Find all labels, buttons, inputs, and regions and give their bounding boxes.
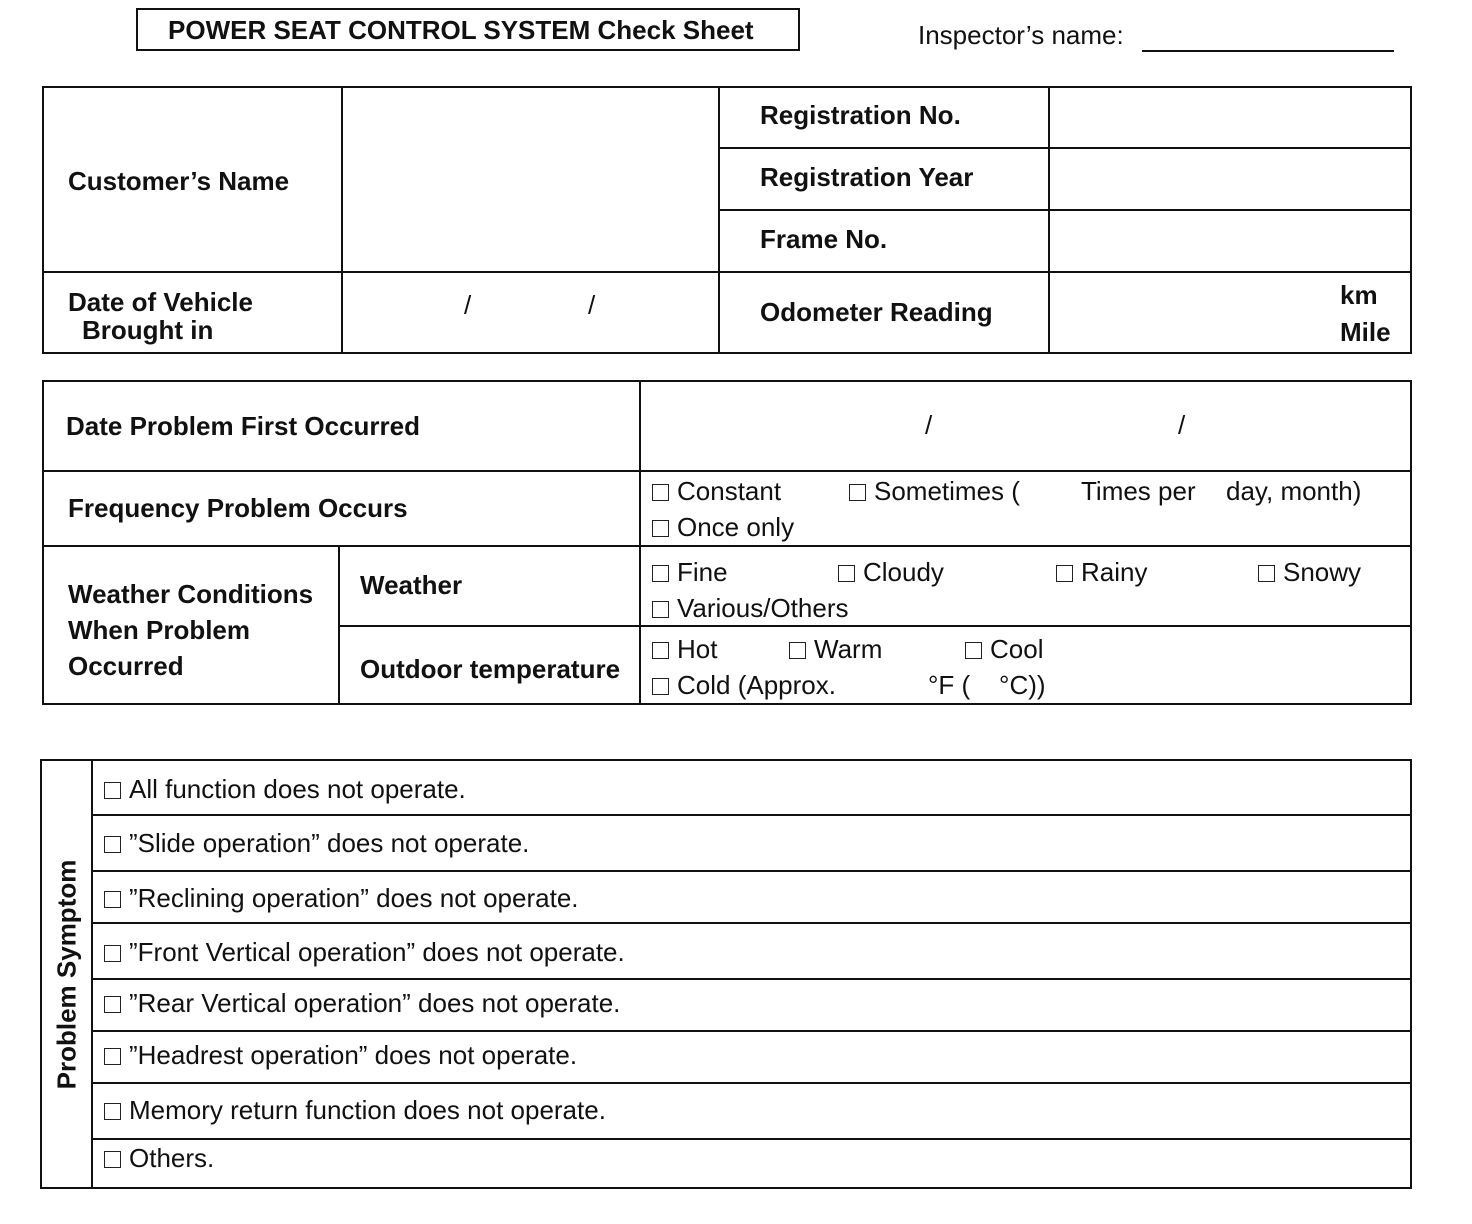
divider <box>92 870 1410 872</box>
divider <box>43 470 1411 472</box>
divider <box>718 87 720 352</box>
inspector-name-label: Inspector’s name: <box>918 20 1124 50</box>
symptom-option[interactable]: Memory return function does not operate. <box>104 1095 606 1126</box>
checkbox-icon <box>104 836 121 853</box>
symptom-option[interactable]: ”Rear Vertical operation” does not operate. <box>104 988 620 1019</box>
weather-snowy-option[interactable]: Snowy <box>1258 557 1361 588</box>
odometer-unit-km: km <box>1340 280 1378 310</box>
weather-cloudy-option[interactable]: Cloudy <box>838 557 944 588</box>
odometer-unit-mile: Mile <box>1340 317 1391 347</box>
freq-sometimes-option[interactable]: Sometimes ( <box>849 476 1020 507</box>
weather-group-label-line2: When Problem <box>68 615 251 645</box>
checkbox-icon <box>1056 565 1073 582</box>
weather-label: Weather <box>360 570 463 600</box>
checkbox-icon <box>652 642 669 659</box>
temp-units-label: °F ( °C)) <box>928 670 1046 700</box>
inspector-name-field[interactable] <box>1142 50 1394 52</box>
sheet-title: POWER SEAT CONTROL SYSTEM Check Sheet <box>136 8 800 51</box>
freq-once-option[interactable]: Once only <box>652 512 794 543</box>
problem-symptom-group-label: Problem Symptom <box>51 859 82 1089</box>
checkbox-icon <box>652 601 669 618</box>
checkbox-icon <box>652 520 669 537</box>
odometer-label: Odometer Reading <box>760 297 993 327</box>
checkbox-icon <box>652 484 669 501</box>
checkbox-icon <box>104 945 121 962</box>
customer-name-label: Customer’s Name <box>68 166 290 196</box>
checkbox-icon <box>652 678 669 695</box>
divider <box>92 922 1410 924</box>
checkbox-icon <box>104 891 121 908</box>
divider <box>339 625 1411 627</box>
customer-name-field[interactable] <box>344 89 716 269</box>
temp-hot-option[interactable]: Hot <box>652 634 717 665</box>
checkbox-icon <box>104 996 121 1013</box>
frame-no-field[interactable] <box>1051 212 1409 269</box>
divider <box>92 1082 1410 1084</box>
date-separator: / <box>588 290 596 320</box>
frequency-label: Frequency Problem Occurs <box>68 493 408 523</box>
outdoor-temperature-label: Outdoor temperature <box>360 654 621 684</box>
divider <box>92 814 1410 816</box>
freq-day-month-label: day, month) <box>1226 476 1362 506</box>
registration-no-field[interactable] <box>1051 89 1409 145</box>
checkbox-icon <box>652 565 669 582</box>
registration-year-field[interactable] <box>1051 150 1409 207</box>
date-separator: / <box>464 290 472 320</box>
date-first-occurred-field[interactable] <box>642 383 1409 468</box>
temp-cold-option[interactable]: Cold (Approx. <box>652 670 836 701</box>
checkbox-icon <box>849 484 866 501</box>
divider <box>719 147 1411 149</box>
checkbox-icon <box>789 642 806 659</box>
divider <box>92 1030 1410 1032</box>
date-brought-in-field[interactable] <box>344 274 716 350</box>
divider <box>92 978 1410 980</box>
divider <box>92 1138 1410 1140</box>
date-brought-in-label-line2: Brought in <box>82 315 214 345</box>
freq-constant-option[interactable]: Constant <box>652 476 781 507</box>
temp-cool-option[interactable]: Cool <box>965 634 1043 665</box>
divider <box>639 381 641 703</box>
checkbox-icon <box>104 1048 121 1065</box>
divider <box>43 545 1411 547</box>
symptom-option[interactable]: Others. <box>104 1143 214 1174</box>
weather-fine-option[interactable]: Fine <box>652 557 728 588</box>
divider <box>1048 87 1050 352</box>
weather-group-label-line3: Occurred <box>68 651 184 681</box>
divider <box>43 271 1411 273</box>
date-brought-in-label-line1: Date of Vehicle <box>68 287 253 317</box>
divider <box>719 209 1411 211</box>
divider <box>341 87 343 352</box>
weather-rainy-option[interactable]: Rainy <box>1056 557 1147 588</box>
date-first-occurred-label: Date Problem First Occurred <box>66 411 420 441</box>
freq-times-per-label: Times per <box>1081 476 1196 506</box>
checkbox-icon <box>965 642 982 659</box>
registration-no-label: Registration No. <box>760 100 961 130</box>
registration-year-label: Registration Year <box>760 162 974 192</box>
date-separator: / <box>925 410 933 440</box>
symptom-option[interactable]: ”Slide operation” does not operate. <box>104 828 529 859</box>
checkbox-icon <box>104 782 121 799</box>
symptom-option[interactable]: ”Headrest operation” does not operate. <box>104 1040 577 1071</box>
weather-group-label-line1: Weather Conditions <box>68 579 314 609</box>
symptom-option[interactable]: ”Reclining operation” does not operate. <box>104 883 579 914</box>
checkbox-icon <box>104 1103 121 1120</box>
frame-no-label: Frame No. <box>760 224 888 254</box>
weather-various-option[interactable]: Various/Others <box>652 593 848 624</box>
checkbox-icon <box>104 1151 121 1168</box>
checkbox-icon <box>838 565 855 582</box>
symptom-option[interactable]: All function does not operate. <box>104 774 466 805</box>
symptom-option[interactable]: ”Front Vertical operation” does not operate. <box>104 937 625 968</box>
temp-warm-option[interactable]: Warm <box>789 634 882 665</box>
date-separator: / <box>1178 410 1186 440</box>
checkbox-icon <box>1258 565 1275 582</box>
